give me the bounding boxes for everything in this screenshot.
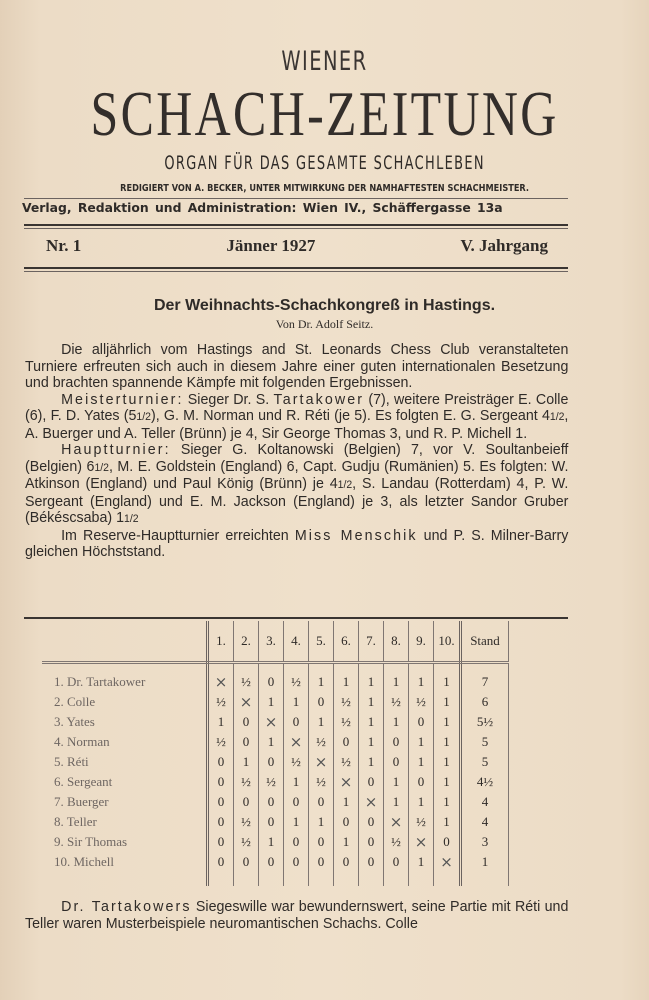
game-result: 0 [234, 732, 259, 752]
table-top-rule [24, 617, 568, 619]
player-total: 4½ [461, 772, 509, 792]
game-result: 0 [359, 772, 384, 792]
game-result: 0 [284, 852, 309, 886]
player-total: 1 [461, 852, 509, 886]
game-result: 1 [334, 792, 359, 812]
table-header-row [42, 621, 509, 663]
game-result: 0 [359, 852, 384, 886]
player-total: 5½ [461, 712, 509, 732]
game-result: 1 [384, 712, 409, 732]
self-pairing-cross-icon: × [434, 852, 461, 886]
game-result: 1 [359, 732, 384, 752]
paragraph-closing [25, 899, 568, 932]
game-result: ½ [334, 752, 359, 772]
paragraph-meisterturnier [25, 392, 568, 443]
table-row [42, 812, 509, 832]
player-name: 2. Colle [42, 692, 208, 712]
paragraph-reserve [25, 528, 568, 561]
game-result: ½ [208, 732, 234, 752]
self-pairing-cross-icon: × [234, 692, 259, 712]
player-total: 6 [461, 692, 509, 712]
game-result: 1 [434, 792, 461, 812]
table-row [42, 792, 509, 812]
game-result: 1 [359, 752, 384, 772]
table-row [42, 832, 509, 852]
game-result: ½ [409, 692, 434, 712]
game-result: 1 [309, 812, 334, 832]
masthead-small-title: WIENER [281, 46, 368, 77]
article-body [25, 342, 568, 561]
game-result: ½ [334, 692, 359, 712]
game-result: 0 [384, 752, 409, 772]
self-pairing-cross-icon: × [284, 732, 309, 752]
player-name: 3. Yates [42, 712, 208, 732]
player-name: 9. Sir Thomas [42, 832, 208, 852]
header-opponent-3: 3. [259, 621, 284, 663]
issue-info-row [46, 236, 548, 260]
game-result: 0 [259, 752, 284, 772]
meister-text-d: , A. Buerger und A. Teller (Brünn) je 4, Sir George Thomas 3, und R. P. Michell 1. [25, 407, 569, 442]
game-result: ½ [259, 772, 284, 792]
game-result: 1 [284, 692, 309, 712]
header-opponent-1: 1. [208, 621, 234, 663]
game-result: 0 [259, 792, 284, 812]
game-result: 0 [384, 852, 409, 886]
article-body-continued [25, 899, 568, 932]
header-opponent-8: 8. [384, 621, 409, 663]
game-result: 1 [259, 692, 284, 712]
game-result: 0 [359, 832, 384, 852]
game-result: ½ [334, 712, 359, 732]
self-pairing-cross-icon: × [384, 812, 409, 832]
header-opponent-6: 6. [334, 621, 359, 663]
game-result: 0 [284, 792, 309, 812]
player-name: 7. Buerger [42, 792, 208, 812]
game-result: 0 [334, 812, 359, 832]
masthead-double-rule-bottom [24, 267, 568, 272]
fraction: 1/2 [337, 479, 353, 491]
player-total: 3 [461, 832, 509, 852]
game-result: ½ [309, 732, 334, 752]
issue-number: Nr. 1 [46, 236, 82, 255]
self-pairing-cross-icon: × [359, 792, 384, 812]
game-result: 0 [359, 812, 384, 832]
game-result: 0 [208, 852, 234, 886]
game-result: 0 [234, 712, 259, 732]
table-row [42, 712, 509, 732]
game-result: 1 [309, 663, 334, 693]
game-result: ½ [384, 832, 409, 852]
game-result: ½ [234, 772, 259, 792]
table-row [42, 732, 509, 752]
closing-text: Siegeswille war bewundernswert, seine Partie mit Réti und Teller waren Musterbeispiele neuromantischen Schachs. Colle [25, 898, 569, 932]
game-result: 0 [309, 852, 334, 886]
self-pairing-cross-icon: × [259, 712, 284, 732]
player-name: 8. Teller [42, 812, 208, 832]
game-result: 1 [434, 772, 461, 792]
game-result: 0 [208, 752, 234, 772]
haupt-text-b: , M. E. Goldstein (England) 6, Capt. Gudju (Rumänien) 5. Es folgten: W. Atkinson (England) und Paul König (Brünn) je 4 [25, 457, 569, 492]
player-name: 6. Sergeant [42, 772, 208, 792]
game-result: 1 [434, 732, 461, 752]
game-result: 1 [434, 812, 461, 832]
self-pairing-cross-icon: × [334, 772, 359, 792]
game-result: 1 [434, 712, 461, 732]
game-result: ½ [234, 812, 259, 832]
game-result: 1 [284, 772, 309, 792]
player-total: 4 [461, 792, 509, 812]
masthead-subtitle: ORGAN FÜR DAS GESAMTE SCHACHLEBEN [164, 152, 485, 174]
game-result: 1 [384, 663, 409, 693]
game-result: 1 [334, 832, 359, 852]
header-opponent-4: 4. [284, 621, 309, 663]
game-result: 0 [208, 832, 234, 852]
meister-winner: Tartakower [273, 390, 365, 408]
self-pairing-cross-icon: × [309, 752, 334, 772]
game-result: 1 [384, 792, 409, 812]
game-result: 1 [409, 792, 434, 812]
fraction: 1/2 [124, 513, 139, 525]
game-result: 0 [259, 852, 284, 886]
game-result: ½ [284, 752, 309, 772]
game-result: ½ [234, 832, 259, 852]
table-row [42, 772, 509, 792]
meister-label: Meisterturnier: [61, 390, 184, 408]
game-result: 0 [259, 663, 284, 693]
player-total: 5 [461, 732, 509, 752]
header-opponent-9: 9. [409, 621, 434, 663]
game-result: 0 [234, 852, 259, 886]
player-name: 5. Réti [42, 752, 208, 772]
masthead-divider [24, 198, 568, 199]
table-row [42, 852, 509, 886]
game-result: ½ [208, 692, 234, 712]
self-pairing-cross-icon: × [208, 663, 234, 693]
table-row [42, 663, 509, 693]
issue-volume: V. Jahrgang [460, 236, 548, 255]
header-stand: Stand [461, 621, 509, 663]
article-byline: Von Dr. Adolf Seitz. [275, 317, 374, 331]
header-opponent-7: 7. [359, 621, 384, 663]
masthead-address: Verlag, Redaktion und Administration: Wien IV., Schäffergasse 13a [22, 200, 503, 215]
paragraph-hauptturnier [25, 442, 568, 528]
table-row [42, 692, 509, 712]
game-result: 0 [334, 732, 359, 752]
fraction: 1/2 [549, 411, 565, 423]
header-name-column [42, 621, 208, 663]
game-result: 1 [409, 852, 434, 886]
header-opponent-5: 5. [309, 621, 334, 663]
game-result: 1 [384, 772, 409, 792]
game-result: 0 [284, 832, 309, 852]
game-result: 0 [409, 772, 434, 792]
issue-date: Jänner 1927 [226, 236, 316, 255]
reserve-name: Miss Menschik [294, 526, 418, 544]
game-result: 1 [234, 752, 259, 772]
game-result: 1 [359, 663, 384, 693]
header-opponent-2: 2. [234, 621, 259, 663]
game-result: ½ [384, 692, 409, 712]
game-result: 1 [259, 832, 284, 852]
game-result: 1 [434, 752, 461, 772]
meister-text-c: ), G. M. Norman und R. Réti (je 5). Es folgten E. G. Sergeant 4 [150, 407, 550, 424]
game-result: 0 [208, 792, 234, 812]
game-result: 1 [359, 692, 384, 712]
game-result: 0 [208, 772, 234, 792]
game-result: 0 [384, 732, 409, 752]
table-row [42, 752, 509, 772]
header-opponent-10: 10. [434, 621, 461, 663]
game-result: ½ [409, 812, 434, 832]
game-result: 0 [309, 692, 334, 712]
game-result: 1 [208, 712, 234, 732]
player-name: 4. Norman [42, 732, 208, 752]
player-total: 5 [461, 752, 509, 772]
game-result: 0 [284, 712, 309, 732]
fraction: 1/2 [136, 411, 151, 423]
meister-text-a: Sieger Dr. S. [183, 390, 274, 408]
game-result: 1 [409, 663, 434, 693]
game-result: 0 [259, 812, 284, 832]
masthead-editor-line: REDIGIERT VON A. BECKER, UNTER MITWIRKUNG DER NAMHAFTESTEN SCHACHMEISTER. [120, 183, 530, 194]
closing-name: Dr. Tartakowers [61, 898, 192, 915]
game-result: 1 [309, 712, 334, 732]
reserve-text-b: und P. S. Milner-Barry gleichen Höchststand. [25, 526, 569, 560]
reserve-text-a: Im Reserve-Hauptturnier erreichten [61, 526, 295, 544]
game-result: ½ [284, 663, 309, 693]
game-result: 1 [409, 752, 434, 772]
game-result: 1 [434, 663, 461, 693]
self-pairing-cross-icon: × [409, 832, 434, 852]
masthead-title: SCHACH-ZEITUNG [90, 78, 559, 149]
player-total: 7 [461, 663, 509, 693]
haupt-text-a: Sieger G. Koltanowski (Belgien) 7, vor V. Soultanbeieff (Belgien) 6 [25, 441, 569, 475]
meister-text-b: (7), weitere Preisträger E. Colle (6), F. D. Yates (5 [25, 390, 569, 424]
game-result: 1 [359, 712, 384, 732]
game-result: ½ [309, 772, 334, 792]
fraction: 1/2 [94, 461, 109, 474]
crosstable [42, 621, 509, 886]
game-result: 1 [434, 692, 461, 712]
game-result: 0 [234, 792, 259, 812]
haupt-label: Hauptturnier: [61, 441, 171, 458]
game-result: 1 [334, 663, 359, 693]
game-result: 1 [284, 812, 309, 832]
player-name: 1. Dr. Tartakower [42, 663, 208, 693]
game-result: 0 [409, 712, 434, 732]
game-result: 0 [309, 832, 334, 852]
haupt-text-c: , S. Landau (Rotterdam) 4, P. W. Sergeant (England) und E. M. Jackson (England) je 3, als letzter Sandor Gruber (Békéscsaba) 1 [25, 475, 569, 526]
game-result: 0 [434, 832, 461, 852]
game-result: 0 [208, 812, 234, 832]
player-name: 10. Michell [42, 852, 208, 886]
game-result: 0 [334, 852, 359, 886]
player-total: 4 [461, 812, 509, 832]
masthead-double-rule-top [24, 224, 568, 229]
game-result: ½ [234, 663, 259, 693]
game-result: 1 [409, 732, 434, 752]
game-result: 1 [259, 732, 284, 752]
paragraph-intro: Die alljährlich vom Hastings and St. Leonards Chess Club veranstalteten Turniere erfreuten sich auch in diesem Jahre einer guten internationalen Besetzung und brachten spannende Kämpfe mit folgenden Ergebnissen. [25, 341, 569, 391]
game-result: 0 [309, 792, 334, 812]
article-title: Der Weihnachts-Schachkongreß in Hastings. [153, 297, 496, 314]
